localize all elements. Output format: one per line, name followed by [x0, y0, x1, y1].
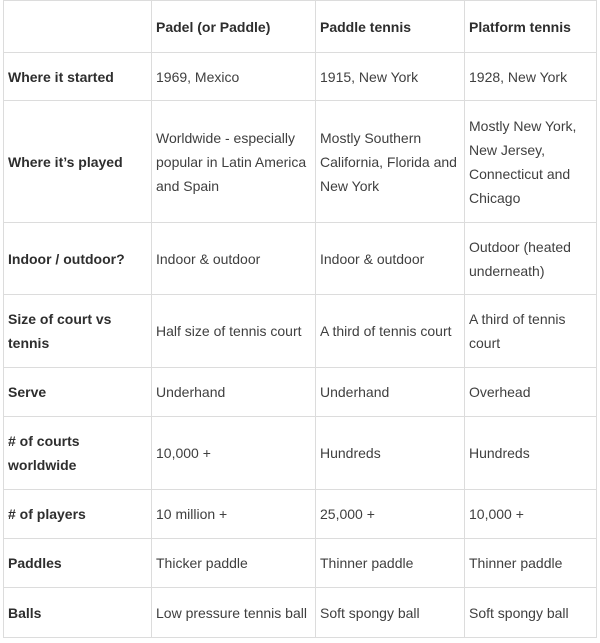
table-row: [4, 368, 597, 417]
table-cell: Hundreds: [465, 417, 597, 490]
header-corner-cell: [4, 1, 152, 53]
table-cell: Thinner paddle: [316, 539, 465, 588]
table-row: [4, 539, 597, 588]
table-cell: Underhand: [316, 368, 465, 417]
row-label: Serve: [4, 368, 152, 417]
table-row: [4, 295, 597, 368]
table-cell: Soft spongy ball: [465, 588, 597, 638]
table-cell: 1915, New York: [316, 53, 465, 101]
table-cell: 25,000 +: [316, 490, 465, 539]
table-row: [4, 490, 597, 539]
table-cell: Worldwide - especially popular in Latin America and Spain: [152, 101, 316, 223]
column-header-paddle-tennis: Paddle tennis: [316, 1, 465, 53]
table-cell: Thinner paddle: [465, 539, 597, 588]
table-cell: 10 million +: [152, 490, 316, 539]
table-cell: Indoor & outdoor: [152, 223, 316, 295]
row-label: Indoor / outdoor?: [4, 223, 152, 295]
table-cell: Hundreds: [316, 417, 465, 490]
table-row: [4, 417, 597, 490]
table-cell: 1928, New York: [465, 53, 597, 101]
table-cell: Underhand: [152, 368, 316, 417]
row-label: # of players: [4, 490, 152, 539]
table-cell: A third of tennis court: [316, 295, 465, 368]
comparison-table-container: [3, 0, 596, 638]
row-label: Balls: [4, 588, 152, 638]
row-label: # of courts worldwide: [4, 417, 152, 490]
table-cell: Thicker paddle: [152, 539, 316, 588]
table-cell: Indoor & outdoor: [316, 223, 465, 295]
table-cell: A third of tennis court: [465, 295, 597, 368]
table-cell: Low pressure tennis ball: [152, 588, 316, 638]
table-cell: Mostly New York, New Jersey, Connecticut and Chicago: [465, 101, 597, 223]
row-label: Where it’s played: [4, 101, 152, 223]
table-row: [4, 223, 597, 295]
comparison-table: [3, 0, 597, 638]
table-cell: Half size of tennis court: [152, 295, 316, 368]
column-header-padel: Padel (or Paddle): [152, 1, 316, 53]
table-cell: 1969, Mexico: [152, 53, 316, 101]
row-label: Where it started: [4, 53, 152, 101]
table-cell: Overhead: [465, 368, 597, 417]
table-cell: Mostly Southern California, Florida and New York: [316, 101, 465, 223]
table-row: [4, 588, 597, 638]
table-header-row: [4, 1, 597, 53]
table-cell: Outdoor (heated underneath): [465, 223, 597, 295]
table-cell: 10,000 +: [152, 417, 316, 490]
table-row: [4, 53, 597, 101]
table-row: [4, 101, 597, 223]
table-cell: 10,000 +: [465, 490, 597, 539]
row-label: Size of court vs tennis: [4, 295, 152, 368]
column-header-platform-tennis: Platform tennis: [465, 1, 597, 53]
table-cell: Soft spongy ball: [316, 588, 465, 638]
row-label: Paddles: [4, 539, 152, 588]
